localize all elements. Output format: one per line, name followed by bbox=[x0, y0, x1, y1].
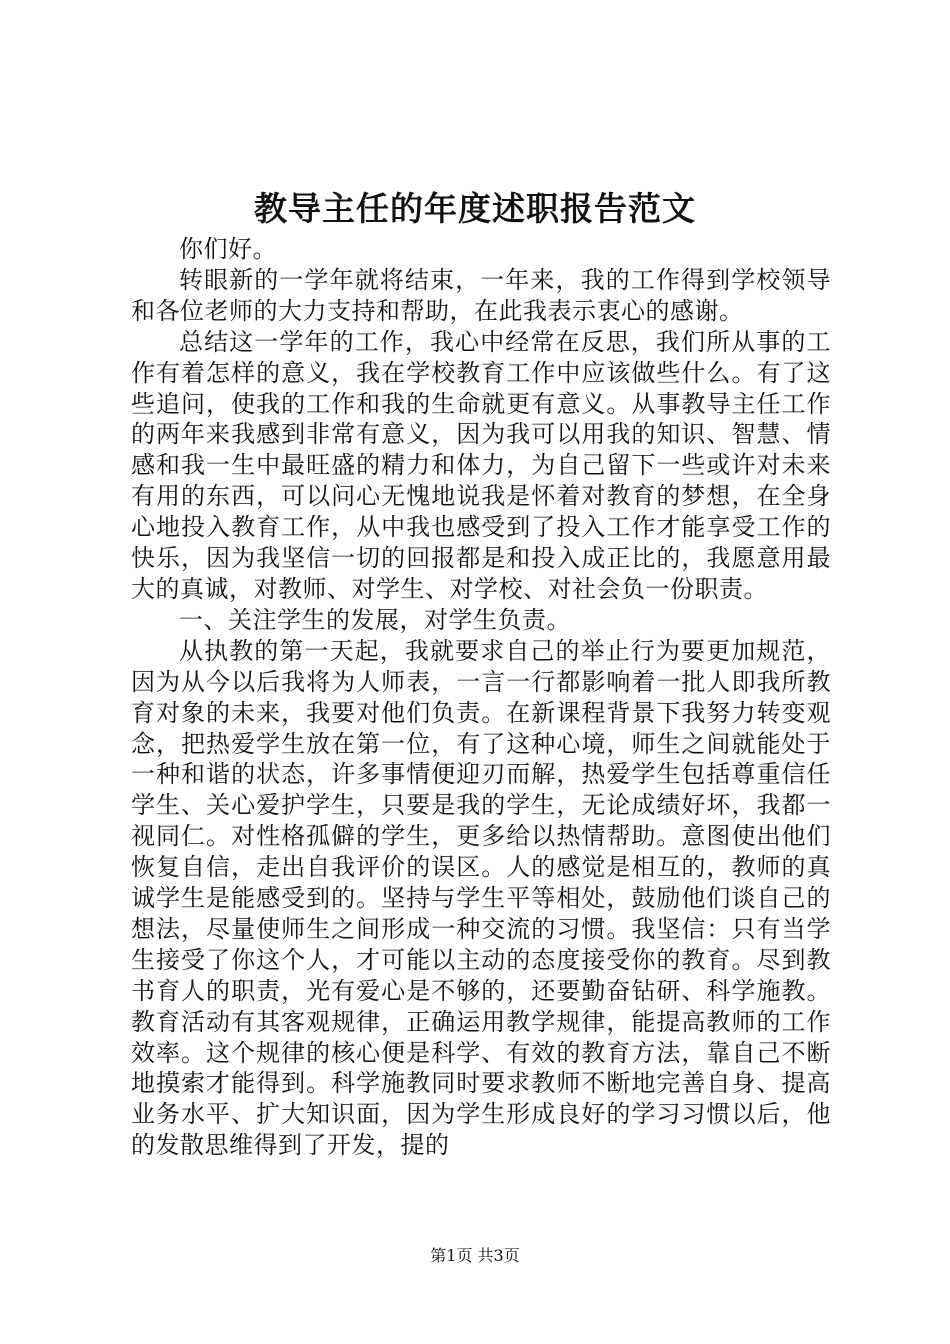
page-number-footer: 第1页 共3页 bbox=[430, 1246, 520, 1265]
paragraph-summary: 总结这一学年的工作，我心中经常在反思，我们所从事的工作有着怎样的意义，我在学校教育工作中应该做些什么。有了这些追问，使我的工作和我的生命就更有意义。从事教导主任工作的两年来我感到非常有意义，因为我可以用我的知识、智慧、情感和我一生中最旺盛的精力和体力，为自己留下一些或许对未来有用的东西，可以问心无愧地说我是怀着对教育的梦想，在全身心地投入教育工作，从中我也感受到了投入工作才能享受工作的快乐，因为我坚信一切的回报都是和投入成正比的，我愿意用最大的真诚，对教师、对学生、对学校、对社会负一份职责。 bbox=[131, 327, 831, 603]
paragraph-greeting: 你们好。 bbox=[179, 235, 277, 263]
section-heading-1: 一、关注学生的发展，对学生负责。 bbox=[179, 605, 571, 634]
paragraph-thanks: 转眼新的一学年就将结束，一年来，我的工作得到学校领导和各位老师的大力支持和帮助，在此我表示衷心的感谢。 bbox=[131, 265, 831, 325]
document-title: 教导主任的年度述职报告范文 bbox=[254, 189, 696, 228]
paragraph-section-1: 从执教的第一天起，我就要求自己的举止行为要更加规范，因为从今以后我将为人师表，一言一行都影响着一批人即我所教育对象的未来，我要对他们负责。在新课程背景下我努力转变观念，把热爱学生放在第一位，有了这种心境，师生之间就能处于一种和谐的状态，许多事情便迎刃而解，热爱学生包括尊重信任学生、关心爱护学生，只要是我的学生，无论成绩好坏，我都一视同仁。对性格孤僻的学生，更多给以热情帮助。意图使出他们恢复自信，走出自我评价的误区。人的感觉是相互的，教师的真诚学生是能感受到的。坚持与学生平等相处，鼓励他们谈自己的想法，尽量使师生之间形成一种交流的习惯。我坚信：只有当学生接受了你这个人，才可能以主动的态度接受你的教育。尽到教书育人的职责，光有爱心是不够的，还要勤奋钻研、科学施教。教育活动有其客观规律，正确运用教学规律，能提高教师的工作效率。这个规律的核心便是科学、有效的教育方法，靠自己不断地摸索才能得到。科学施教同时要求教师不断地完善自身、提高业务水平、扩大知识面，因为学生形成良好的学习习惯以后，他的发散思维得到了开发，提的 bbox=[131, 636, 831, 1160]
document-body bbox=[131, 234, 831, 1161]
